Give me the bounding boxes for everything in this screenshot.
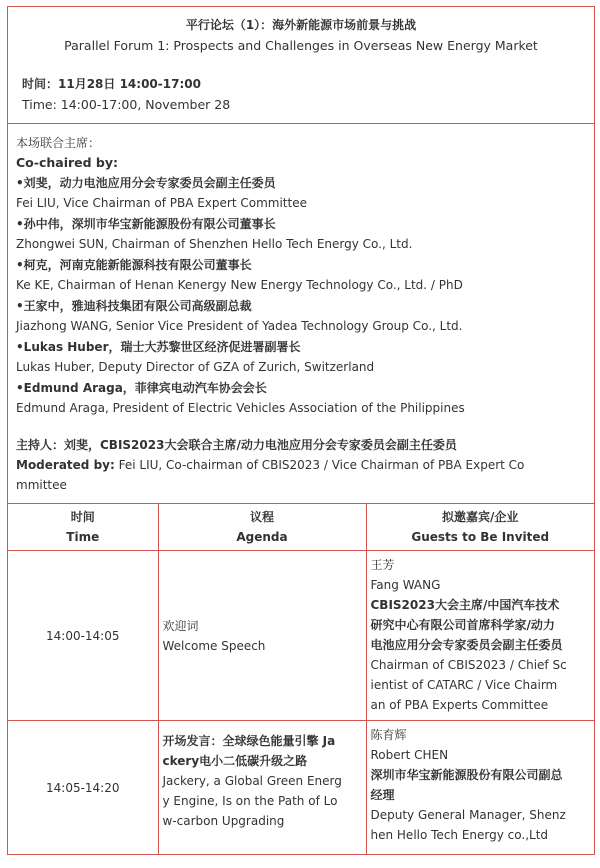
guest-name-en: Robert CHEN <box>370 748 449 762</box>
agenda-en: Welcome Speech <box>162 638 266 653</box>
agenda-cn: ckery电小二低碳升级之路 <box>162 754 308 768</box>
cochair-cn: •柯克，河南克能新能源科技有限公司董事长 <box>16 258 252 272</box>
guest-title-en: Chairman of CBIS2023 / Chief Sc <box>370 658 567 672</box>
agenda-en: Jackery, a Global Green Energ <box>162 774 342 788</box>
guest-title-en: Deputy General Manager, Shenz <box>370 808 566 822</box>
header-agenda-cn: 议程 <box>249 510 274 524</box>
moderator-cn: 主持人：刘斐，CBIS2023大会联合主席/动力电池应用分会专家委员会副主任委员 <box>16 438 457 452</box>
header-time-cn: 时间 <box>70 510 95 524</box>
cochairs-label-cn: 本场联合主席： <box>16 136 101 150</box>
guest-name-cn: 陈育辉 <box>370 728 407 742</box>
header-guests-en: Guests to Be Invited <box>411 530 550 544</box>
forum-document <box>7 6 595 855</box>
cochair-en: Ke KE, Chairman of Henan Kenergy New Energy Technology Co., Ltd. / PhD <box>16 278 463 292</box>
guest-title-cn: CBIS2023大会主席/中国汽车技术 <box>370 598 560 612</box>
row-guest <box>366 721 594 855</box>
agenda-table <box>8 504 594 855</box>
header-guests-cn: 拟邀嘉宾/企业 <box>442 510 519 524</box>
moderator-en-text: Fei LIU, Co-chairman of CBIS2023 / Vice Chairman of PBA Expert Co <box>114 458 525 472</box>
moderator-section <box>16 435 586 495</box>
forum-title-cn: 平行论坛（1）：海外新能源市场前景与挑战 <box>185 18 417 32</box>
cochair-cn: •刘斐，动力电池应用分会专家委员会副主任委员 <box>16 176 276 190</box>
table-row <box>8 721 594 855</box>
guest-title-en: ientist of CATARC / Vice Chairm <box>370 678 558 692</box>
row-agenda <box>158 551 366 721</box>
table-header-row <box>8 504 594 551</box>
moderator-en-wrap: mmittee <box>16 478 67 492</box>
forum-header <box>8 7 594 124</box>
cochair-en: Lukas Huber, Deputy Director of GZA of Zurich, Switzerland <box>16 360 375 374</box>
agenda-en: y Engine, Is on the Path of Lo <box>162 794 338 808</box>
agenda-cn: 欢迎词 <box>162 618 199 633</box>
guest-title-en: hen Hello Tech Energy co.,Ltd <box>370 828 549 842</box>
cochairs-label-en: Co-chaired by: <box>16 155 119 170</box>
row-time: 14:00-14:05 <box>8 551 158 721</box>
cochair-en: Edmund Araga, President of Electric Vehicles Association of the Philippines <box>16 401 465 415</box>
guest-title-cn: 经理 <box>370 788 395 802</box>
header-time <box>8 504 158 551</box>
cochair-cn: •Lukas Huber，瑞士大苏黎世区经济促进署副署长 <box>16 340 301 354</box>
cochairs-section <box>8 124 594 504</box>
agenda-cn: 开场发言：全球绿色能量引擎 Ja <box>162 734 336 748</box>
row-agenda <box>158 721 366 855</box>
agenda-en: w-carbon Upgrading <box>162 814 285 828</box>
guest-title-cn: 研究中心有限公司首席科学家/动力 <box>370 618 555 632</box>
row-time: 14:05-14:20 <box>8 721 158 855</box>
cochair-cn: •Edmund Araga，菲律宾电动汽车协会会长 <box>16 381 267 395</box>
guest-title-en: an of PBA Experts Committee <box>370 698 549 712</box>
header-time-en: Time <box>66 530 100 544</box>
guest-name-en: Fang WANG <box>370 578 441 592</box>
table-row <box>8 551 594 721</box>
moderator-en <box>16 455 586 475</box>
forum-time <box>14 56 588 123</box>
guest-title-cn: 电池应用分会专家委员会副主任委员 <box>370 638 563 652</box>
cochair-cn: •孙中伟，深圳市华宝新能源股份有限公司董事长 <box>16 217 276 231</box>
cochair-en: Fei LIU, Vice Chairman of PBA Expert Committee <box>16 196 307 210</box>
header-guests <box>366 504 594 551</box>
moderator-en-label: Moderated by: <box>16 458 115 472</box>
cochair-en: Zhongwei SUN, Chairman of Shenzhen Hello Tech Energy Co., Ltd. <box>16 237 413 251</box>
row-guest <box>366 551 594 721</box>
cochair-en: Jiazhong WANG, Senior Vice President of Yadea Technology Group Co., Ltd. <box>16 319 463 333</box>
forum-title-en: Parallel Forum 1: Prospects and Challenges in Overseas New Energy Market <box>64 38 538 53</box>
guest-name-cn: 王芳 <box>370 558 395 572</box>
header-agenda <box>158 504 366 551</box>
cochair-cn: •王家中，雅迪科技集团有限公司高级副总裁 <box>16 299 252 313</box>
guest-title-cn: 深圳市华宝新能源股份有限公司副总 <box>370 768 563 782</box>
forum-time-en: Time: 14:00-17:00, November 28 <box>22 97 231 112</box>
header-agenda-en: Agenda <box>236 530 288 544</box>
forum-time-cn: 时间：11月28日 14:00-17:00 <box>22 77 201 91</box>
